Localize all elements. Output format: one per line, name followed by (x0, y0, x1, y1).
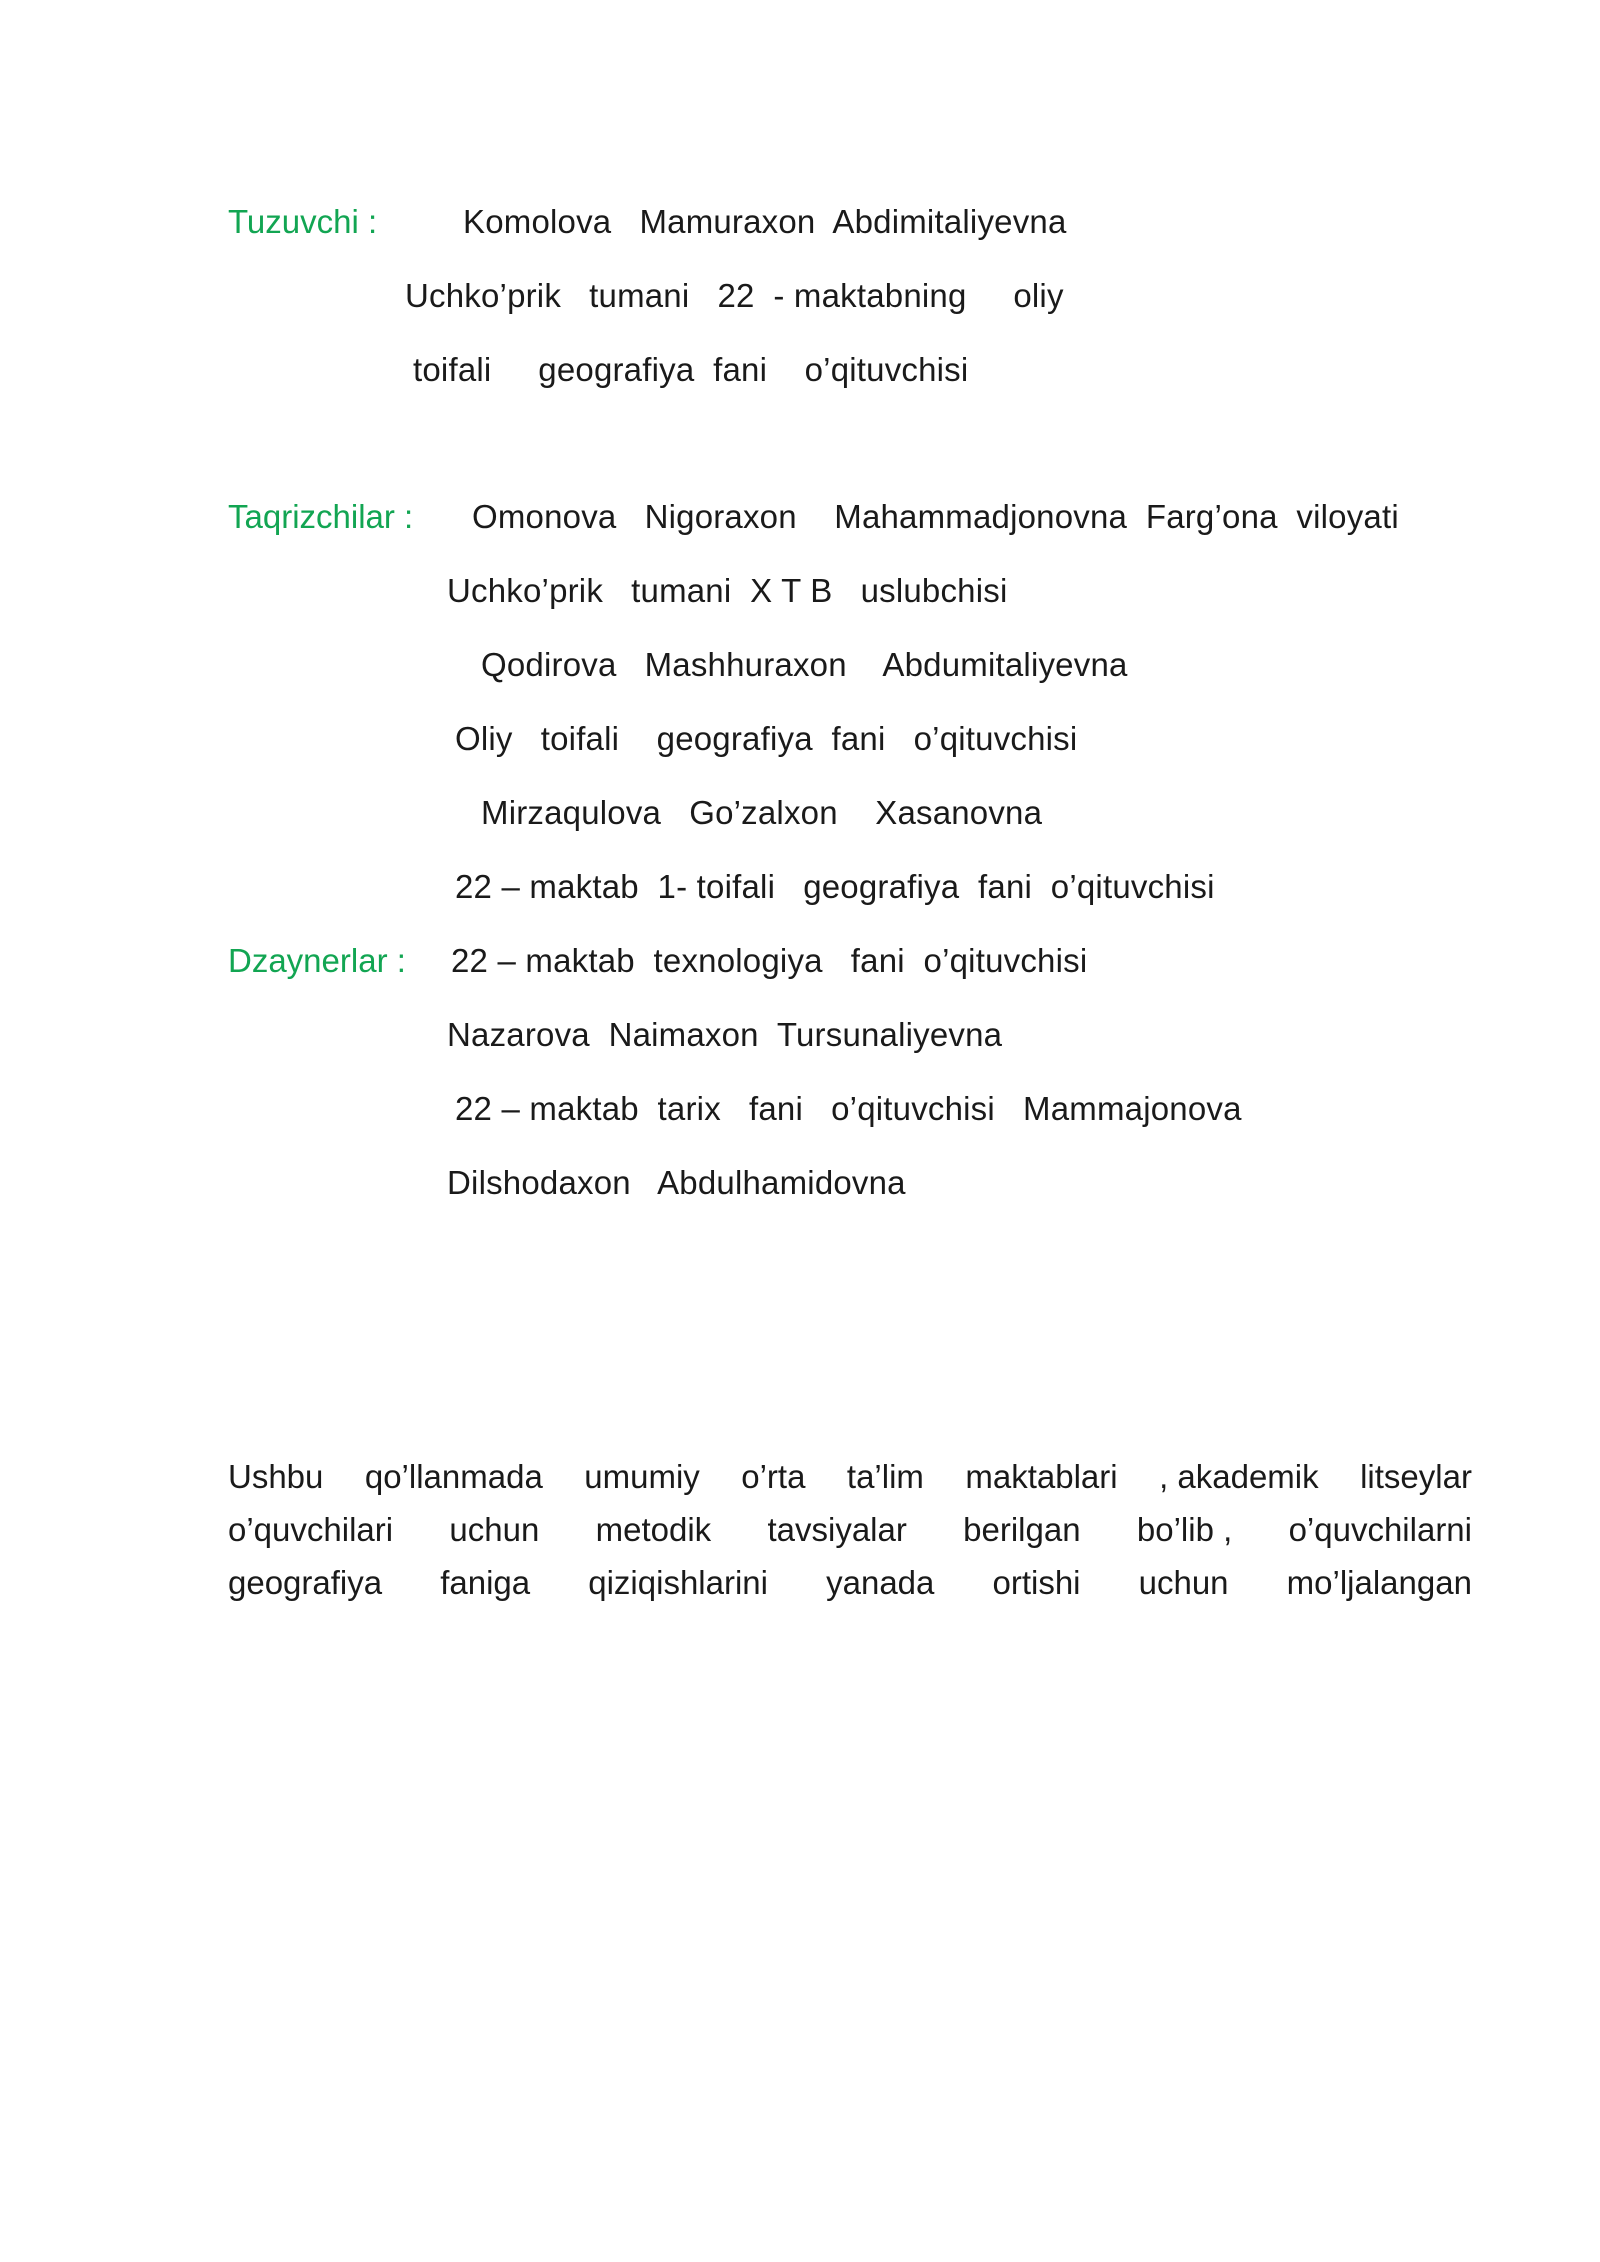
reviewer-line: Uchko’prik tumani X T B uslubchisi (447, 572, 1008, 609)
author-name: Komolova Mamuraxon Abdimitaliyevna (463, 203, 1067, 240)
authors-label: Tuzuvchi : (228, 203, 378, 240)
word: mo’ljalangan (1286, 1564, 1472, 1601)
word: tavsiyalar (767, 1511, 907, 1548)
author-position: toifali geografiya fani o’qituvchisi (413, 351, 969, 388)
author-school: Uchko’prik tumani 22 - maktabning oliy (405, 277, 1064, 314)
word: qiziqishlarini (588, 1564, 768, 1601)
reviewer-line: 22 – maktab 1- toifali geografiya fani o’qituvchisi (455, 868, 1215, 905)
word: yanada (826, 1564, 935, 1601)
paragraph-line (228, 1457, 1472, 1510)
word: berilgan (963, 1511, 1081, 1548)
designer-line: Nazarova Naimaxon Tursunaliyevna (447, 1016, 1003, 1053)
word: umumiy (584, 1458, 700, 1495)
designer-line: 22 – maktab tarix fani o’qituvchisi Mammajonova (455, 1090, 1242, 1127)
word: uchun (449, 1511, 540, 1548)
word: maktablari (965, 1458, 1118, 1495)
word: ortishi (992, 1564, 1081, 1601)
designers-label: Dzaynerlar : (228, 942, 406, 979)
designer-line: Dilshodaxon Abdulhamidovna (447, 1164, 906, 1201)
word: o’rta (741, 1458, 806, 1495)
word: o’quvchilarni (1288, 1511, 1472, 1548)
reviewers-label: Taqrizchilar : (228, 498, 414, 535)
reviewer-line: Qodirova Mashhuraxon Abdumitaliyevna (481, 646, 1128, 683)
reviewer-line: Omonova Nigoraxon Mahammadjonovna Farg’ona viloyati (472, 498, 1399, 535)
designer-line: 22 – maktab texnologiya fani o’qituvchisi (451, 942, 1088, 979)
word: , akademik (1159, 1458, 1319, 1495)
word: geografiya (228, 1564, 383, 1601)
word: uchun (1138, 1564, 1229, 1601)
word: litseylar (1360, 1458, 1472, 1495)
word: bo’lib , (1136, 1511, 1233, 1548)
reviewer-line: Mirzaqulova Go’zalxon Xasanovna (481, 794, 1043, 831)
description-paragraph (228, 1457, 1472, 1616)
paragraph-line (228, 1563, 1472, 1616)
paragraph-line (228, 1510, 1472, 1563)
word: ta’lim (846, 1458, 924, 1495)
word: Ushbu (228, 1458, 324, 1495)
word: faniga (440, 1564, 531, 1601)
reviewer-line: Oliy toifali geografiya fani o’qituvchisi (455, 720, 1078, 757)
word: metodik (595, 1511, 712, 1548)
word: o’quvchilari (228, 1511, 394, 1548)
word: qo’llanmada (364, 1458, 543, 1495)
